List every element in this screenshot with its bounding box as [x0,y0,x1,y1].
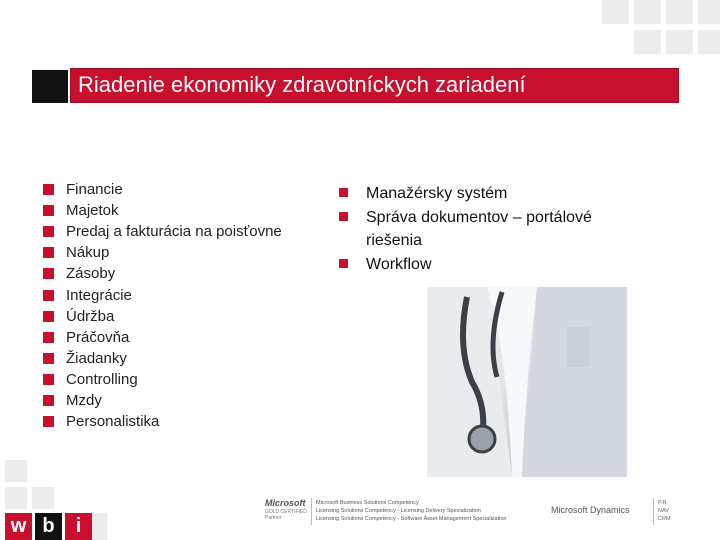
list-item [43,200,313,221]
list-item [43,242,313,263]
left-bullet-list [43,179,313,432]
side-text-line: NAV [658,508,669,514]
list-item-label: Zásoby [66,265,116,283]
decor-square [634,30,661,54]
list-item-label: Nákup [66,244,110,262]
bullet-square-icon [339,212,348,221]
list-item-label: Workflow [366,256,432,273]
list-item [339,182,649,205]
bullet-square-icon [339,259,348,268]
bullet-square-icon [43,395,54,406]
competency-list [316,499,506,524]
slide-title: Riadenie ekonomiky zdravotníckych zariadení [78,72,526,97]
competency-line: Licensing Solutions Competency - Licensing Delivery Specialization [316,508,481,515]
bullet-square-icon [43,226,54,237]
bullet-square-icon [43,311,54,322]
list-item-label: Žiadanky [66,349,127,367]
list-item-label: Práčovňa [66,328,130,346]
doctor-illustration [427,287,627,477]
decor-square [698,30,720,54]
list-item-label: Integrácie [66,286,132,304]
list-item [339,206,649,252]
microsoft-logo: Microsoft [265,498,306,508]
decor-square [634,0,661,24]
list-item-label: Údržba [66,307,115,325]
list-item-label: Majetok [66,202,119,220]
list-item-label: Financie [66,181,123,199]
list-item-label: Controlling [66,370,138,388]
microsoft-partner-text: GOLD CERTIFIED Partner [265,509,307,521]
bullet-square-icon [43,205,54,216]
decor-square [5,460,27,482]
doctor-photo [427,287,627,477]
list-item-label: Mzdy [66,391,102,409]
logo-letter: i [65,513,92,540]
bullet-square-icon [43,184,54,195]
right-bullet-list [339,182,649,277]
list-item [43,221,313,242]
decor-square [32,487,54,509]
list-item [43,348,313,369]
title-block [32,70,68,103]
bullet-square-icon [43,353,54,364]
decor-square [666,30,693,54]
list-item [339,253,649,276]
list-item [43,369,313,390]
competency-line: Licensing Solutions Competency - Software Asset Management Specialization [316,516,507,523]
list-item [43,263,313,284]
dynamics-logo: Microsoft Dynamics [551,505,630,515]
decor-square [666,0,693,24]
list-item [43,306,313,327]
side-text-line: CRM [658,516,671,522]
bullet-square-icon [43,374,54,385]
list-item [43,390,313,411]
side-text-line: P.R. [658,500,668,506]
bullet-square-icon [43,416,54,427]
bullet-square-icon [43,290,54,301]
bullet-square-icon [43,332,54,343]
list-item [43,411,313,432]
divider [311,498,312,525]
logo-letter: b [35,513,62,540]
list-item [43,179,313,200]
list-item-label: Personalistika [66,413,160,431]
competency-line: Microsoft Business Solutions Competency [316,500,419,506]
list-item-label: Manažérsky systém [366,185,508,202]
list-item [43,327,313,348]
decor-square [698,0,720,24]
bullet-square-icon [339,188,348,197]
side-text [658,499,671,523]
list-item-label: Správa dokumentov – portálové riešenia [366,209,592,249]
decor-square [602,0,629,24]
list-item-label: Predaj a fakturácia na poisťovne [66,223,282,241]
bullet-square-icon [43,268,54,279]
divider [653,498,654,525]
bullet-square-icon [43,247,54,258]
logo-letter: w [5,513,32,540]
wbi-logo [5,513,92,540]
decor-square [5,487,27,509]
list-item [43,284,313,305]
